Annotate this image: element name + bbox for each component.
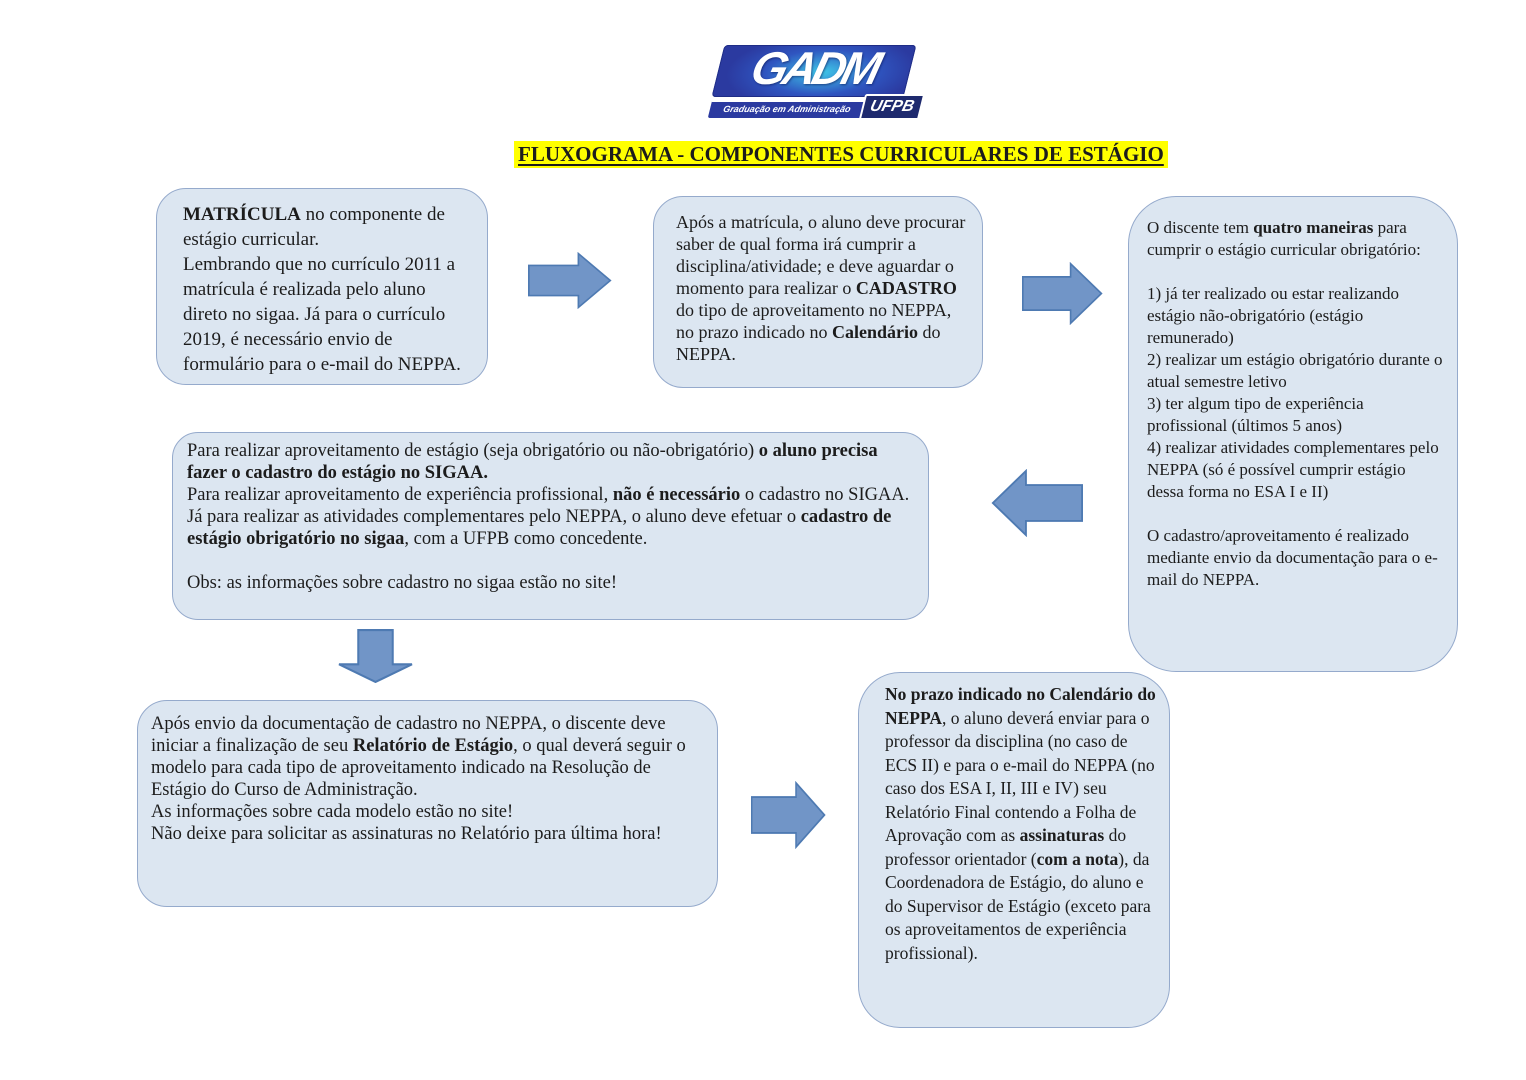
logo-acronym: GADM xyxy=(745,42,884,94)
page-title: FLUXOGRAMA - COMPONENTES CURRICULARES DE ESTÁGIO xyxy=(514,141,1168,168)
flow-box-quatro-maneiras: O discente tem quatro maneiras para cumprir o estágio curricular obrigatório: 1) já ter realizado ou estar realizando estágio não-obrigatório (estágio remunerado) 2) realizar um estágio obrigatório durante o atual semestre letivo 3) ter algum tipo de experiência profissional (últimos 5 anos) 4) realizar atividades complementares pelo NEPPA (só é possível cumprir estágio dessa forma no ESA I e II) O cadastro/aproveitamento é realizado mediante envio da documentação para o e-mail do NEPPA. xyxy=(1128,196,1458,672)
arrow-down-icon xyxy=(338,629,413,683)
flow-box-apos-matricula: Após a matrícula, o aluno deve procurar saber de qual forma irá cumprir a disciplina/atividade; e deve aguardar o momento para realizar o CADASTRO do tipo de aproveitamento no NEPPA, no prazo indicado no Calendário do NEPPA. xyxy=(653,196,983,388)
flow-box-aproveitamento: Para realizar aproveitamento de estágio (seja obrigatório ou não-obrigatório) o aluno precisa fazer o cadastro do estágio no SIGAA. Para realizar aproveitamento de experiência profissional, não é necessário o cadastro no SIGAA. Já para realizar as atividades complementares pelo NEPPA, o aluno deve efetuar o cadastro de estágio obrigatório no sigaa, com a UFPB como concedente. Obs: as informações sobre cadastro no sigaa estão no site! xyxy=(172,432,929,620)
logo-subtitle: Graduação em Administração xyxy=(722,104,852,114)
logo-subtitle-strip xyxy=(708,100,866,118)
gadm-ufpb-logo xyxy=(710,42,920,119)
flow-box-matricula: MATRÍCULA no componente de estágio curricular. Lembrando que no currículo 2011 a matrícula é realizada pelo aluno direto no sigaa. Já para o currículo 2019, é necessário envio de formulário para o e-mail do NEPPA. xyxy=(156,188,488,385)
logo-org: UFPB xyxy=(868,98,917,115)
arrow-left-icon xyxy=(991,469,1083,537)
arrow-right-icon xyxy=(1022,262,1103,325)
flow-box-envio-final: No prazo indicado no Calendário do NEPPA, o aluno deverá enviar para o professor da disciplina (no caso de ECS II) e para o e-mail do NEPPA (no caso dos ESA I, II, III e IV) seu Relatório Final contendo a Folha de Aprovação com as assinaturas do professor orientador (com a nota), da Coordenadora de Estágio, do aluno e do Supervisor de Estágio (exceto para os aproveitamentos de experiência profissional). xyxy=(858,672,1170,1028)
logo-background-shape xyxy=(712,42,917,97)
arrow-right-icon xyxy=(751,781,826,849)
logo-org-badge xyxy=(859,94,925,120)
flow-box-relatorio: Após envio da documentação de cadastro no NEPPA, o discente deve iniciar a finalização de seu Relatório de Estágio, o qual deverá seguir o modelo para cada tipo de aproveitamento indicado na Resolução de Estágio do Curso de Administração. As informações sobre cada modelo estão no site! Não deixe para solicitar as assinaturas no Relatório para última hora! xyxy=(137,700,718,907)
arrow-right-icon xyxy=(528,252,612,309)
